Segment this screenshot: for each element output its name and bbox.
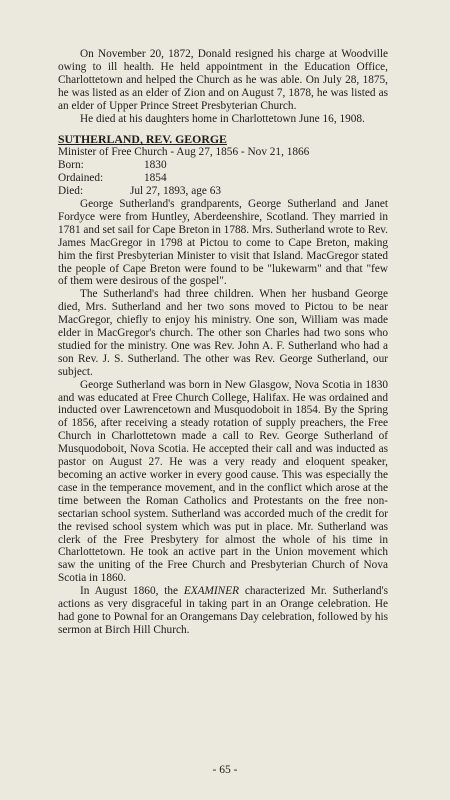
entry-heading: SUTHERLAND, REV. GEORGE — [58, 132, 227, 147]
born-value: 1830 — [144, 159, 167, 172]
ordained-label: Ordained: — [58, 172, 104, 185]
died-label: Died: — [58, 185, 84, 198]
body-paragraph-1: George Sutherland's grandparents, George Sutherland and Janet Fordyce were from Huntley, Aberdeenshire, Scotland. They married in 1781 and set sail for Cape Breton in 1788. Mrs. Sutherland wrote to Rev. James MacGregor in 1798 at Pictou to come to Cape Breton, making him the first Presbyterian Minister to visit that Island. MacGregor stated the people of Cape Breton were found to be "lukewarm" and that "few of them were desirous of the gospel". — [58, 197, 388, 288]
examiner-newspaper-title: EXAMINER — [183, 585, 240, 598]
born-row — [58, 159, 388, 172]
body-paragraph-3: George Sutherland was born in New Glasgow, Nova Scotia in 1830 and was educated at Free Church College, Halifax. He was ordained and inducted over Lawrencetown and Musquodoboit in 1854. By the Spring of 1856, after receiving a steady rotation of supply preachers, the Free Church in Charlottetown made a call to Rev. George Sutherland of Musquodoboit, Nova Scotia. He accepted their call and was inducted as pastor on August 27. He was a very ready and eloquent speaker, becoming an active worker in every good cause. This was especially the case in the temperance movement, and in the conflict which arose at the time between the Roman Catholics and Protestants on the free non-sectarian school system. Sutherland was accorded much of the credit for the revised school system which was put in place. Mr. Sutherland was clerk of the Free Presbytery for almost the whole of his time in Charlottetown. He took an active part in the Union movement which saw the uniting of the Free Church and Presbyterian Church of Nova Scotia in 1860. — [58, 378, 388, 585]
died-value: Jul 27, 1893, age 63 — [130, 185, 221, 198]
body-paragraph-4-start: In August 1860, the — [80, 585, 184, 598]
died-row — [58, 185, 388, 198]
born-label: Born: — [58, 159, 84, 172]
intro-paragraph-1: On November 20, 1872, Donald resigned his charge at Woodville owing to ill health. He held appointment in the Education Office, Charlottetown and helped the Church as he was able. On July 28, 1875, he was listed as an elder of Zion and on August 7, 1878, he was listed as an elder of Upper Prince Street Presbyterian Church. — [58, 48, 388, 112]
body-paragraph-4 — [58, 585, 388, 637]
body-paragraph-2: The Sutherland's had three children. When her husband George died, Mrs. Sutherland and her two sons moved to Pictou to be near MacGregor, chiefly to enjoy his ministry. One son, William was made elder in MacGregor's church. The other son Charles had two sons who studied for the ministry. One was Rev. John A. F. Sutherland who had a son Rev. J. S. Sutherland. The other was Rev. George Sutherland, our subject. — [58, 288, 388, 378]
body-paragraph-4-end: characterized Mr. Sutherland's actions as very disgraceful in taking part in an Orange celebration. He had gone to Pownal for an Orangemans Day celebration, followed by his sermon at Birch Hill Church. — [58, 585, 388, 636]
page-text-column — [58, 48, 388, 637]
ordained-value: 1854 — [144, 172, 167, 185]
intro-paragraph-2: He died at his daughters home in Charlottetown June 16, 1908. — [80, 112, 365, 125]
minister-line: Minister of Free Church - Aug 27, 1856 - Nov 21, 1866 — [58, 146, 310, 159]
ordained-row — [58, 172, 388, 185]
page-number: - 65 - — [212, 764, 238, 776]
